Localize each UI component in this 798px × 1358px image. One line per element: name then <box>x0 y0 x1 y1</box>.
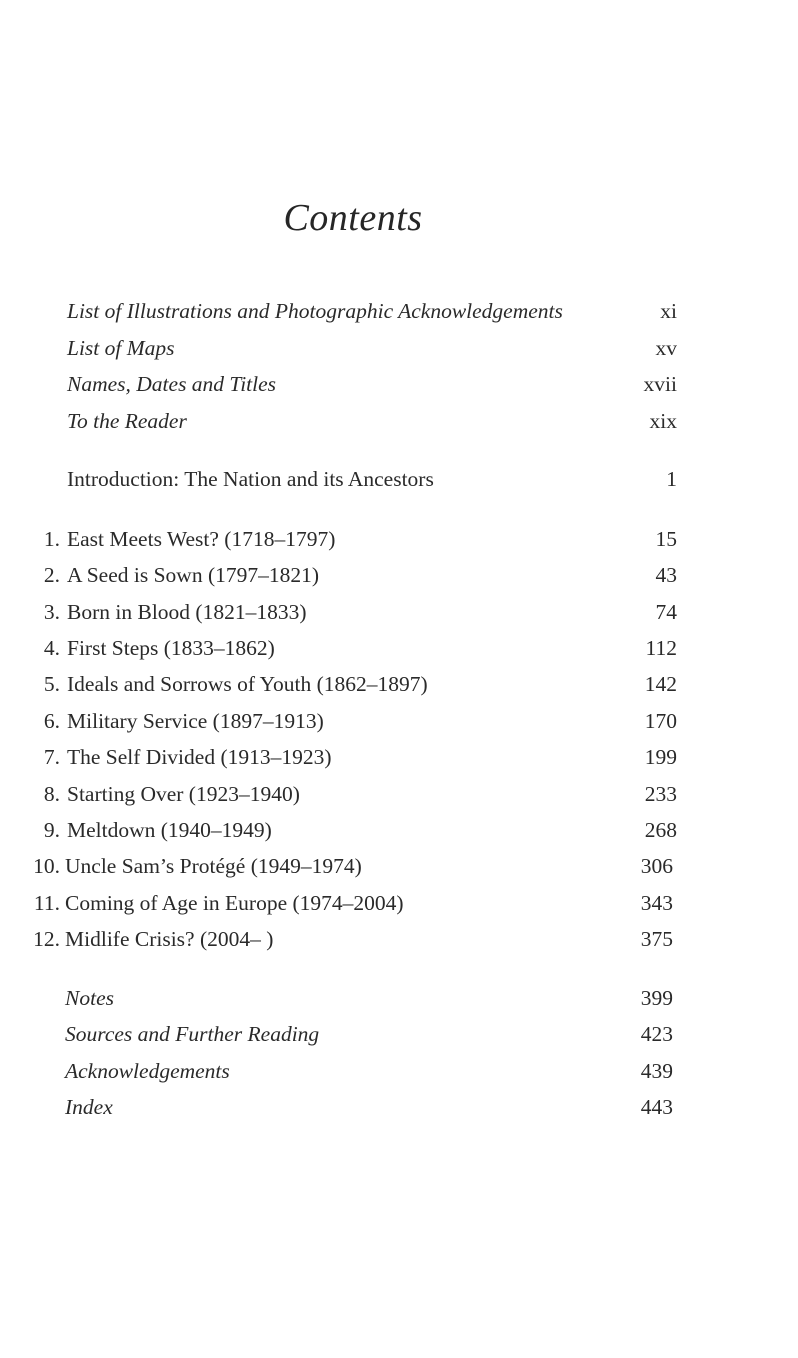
toc-entry-label: Sources and Further Reading <box>65 1022 320 1046</box>
toc-entry-page: xv <box>655 336 677 360</box>
toc-entry-label: Index <box>65 1095 113 1119</box>
toc-entry-label: Uncle Sam’s Protégé (1949–1974) <box>65 854 362 878</box>
toc-entry-page: xi <box>660 299 677 323</box>
toc-chapter-1[interactable] <box>0 523 798 555</box>
toc-entry-label: First Steps (1833–1862) <box>67 636 275 660</box>
toc-entry-page: 74 <box>655 600 677 624</box>
toc-entry-page: 375 <box>640 927 673 951</box>
toc-entry-label: Names, Dates and Titles <box>67 372 277 396</box>
toc-entry-notes[interactable] <box>0 982 798 1014</box>
chapter-number: 4. <box>43 636 60 660</box>
chapter-number: 8. <box>43 782 60 806</box>
chapter-number: 2. <box>43 563 60 587</box>
toc-entry-label: Ideals and Sorrows of Youth (1862–1897) <box>67 672 428 696</box>
toc-entry-label: Introduction: The Nation and its Ancestors <box>67 467 434 491</box>
toc-chapter-5[interactable] <box>0 668 798 700</box>
toc-chapter-3[interactable] <box>0 596 798 628</box>
toc-entry-maps[interactable] <box>0 332 798 364</box>
toc-entry-page: 43 <box>655 563 677 587</box>
toc-chapter-8[interactable] <box>0 778 798 810</box>
toc-entry-page: 170 <box>644 709 677 733</box>
toc-entry-label: Acknowledgements <box>65 1059 230 1083</box>
toc-entry-label: Military Service (1897–1913) <box>67 709 324 733</box>
toc-chapter-9[interactable] <box>0 814 798 846</box>
toc-entry-label: Meltdown (1940–1949) <box>67 818 272 842</box>
toc-entry-label: Born in Blood (1821–1833) <box>67 600 307 624</box>
toc-entry-index[interactable] <box>0 1091 798 1123</box>
toc-chapter-11[interactable] <box>0 887 798 919</box>
toc-entry-page: 306 <box>640 854 673 878</box>
toc-entry-page: 343 <box>640 891 673 915</box>
toc-chapter-4[interactable] <box>0 632 798 664</box>
toc-chapter-7[interactable] <box>0 741 798 773</box>
chapter-number: 6. <box>43 709 60 733</box>
toc-entry-page: 443 <box>640 1095 673 1119</box>
toc-entry-page: 399 <box>640 986 673 1010</box>
toc-entry-page: 423 <box>640 1022 673 1046</box>
toc-entry-page: 268 <box>644 818 677 842</box>
page-title: Contents <box>283 197 423 239</box>
toc-entry-label: Notes <box>65 986 114 1010</box>
toc-entry-label: The Self Divided (1913–1923) <box>67 745 332 769</box>
toc-entry-illustrations[interactable] <box>0 295 798 327</box>
toc-entry-page: 233 <box>644 782 677 806</box>
toc-chapter-2[interactable] <box>0 559 798 591</box>
toc-chapter-6[interactable] <box>0 705 798 737</box>
toc-entry-sources[interactable] <box>0 1018 798 1050</box>
chapter-number: 9. <box>43 818 60 842</box>
toc-chapter-12[interactable] <box>0 923 798 955</box>
toc-entry-label: Starting Over (1923–1940) <box>67 782 300 806</box>
chapter-number: 7. <box>43 745 60 769</box>
toc-entry-page: 439 <box>640 1059 673 1083</box>
toc-entry-page: 142 <box>644 672 677 696</box>
toc-entry-page: 199 <box>644 745 677 769</box>
toc-entry-page: xvii <box>643 372 677 396</box>
toc-chapter-10[interactable] <box>0 850 798 882</box>
toc-entry-label: List of Illustrations and Photographic Acknowledgements <box>67 299 563 323</box>
toc-entry-label: Coming of Age in Europe (1974–2004) <box>65 891 404 915</box>
toc-entry-label: List of Maps <box>67 336 175 360</box>
toc-entry-label: To the Reader <box>67 409 187 433</box>
chapter-number: 11. <box>33 891 60 915</box>
chapter-number: 5. <box>43 672 60 696</box>
toc-entry-page: 1 <box>666 467 677 491</box>
toc-entry-label: A Seed is Sown (1797–1821) <box>67 563 320 587</box>
toc-entry-label: East Meets West? (1718–1797) <box>67 527 336 551</box>
toc-entry-page: 15 <box>655 527 677 551</box>
toc-entry-to-the-reader[interactable] <box>0 405 798 437</box>
chapter-number: 3. <box>43 600 60 624</box>
toc-entry-label: Midlife Crisis? (2004– ) <box>65 927 274 951</box>
toc-entry-introduction[interactable] <box>0 463 798 495</box>
chapter-number: 10. <box>33 854 60 878</box>
chapter-number: 1. <box>43 527 60 551</box>
toc-entry-names-dates-titles[interactable] <box>0 368 798 400</box>
toc-entry-page: 112 <box>645 636 677 660</box>
chapter-number: 12. <box>33 927 60 951</box>
toc-entry-acknowledgements[interactable] <box>0 1055 798 1087</box>
toc-entry-page: xix <box>649 409 677 433</box>
